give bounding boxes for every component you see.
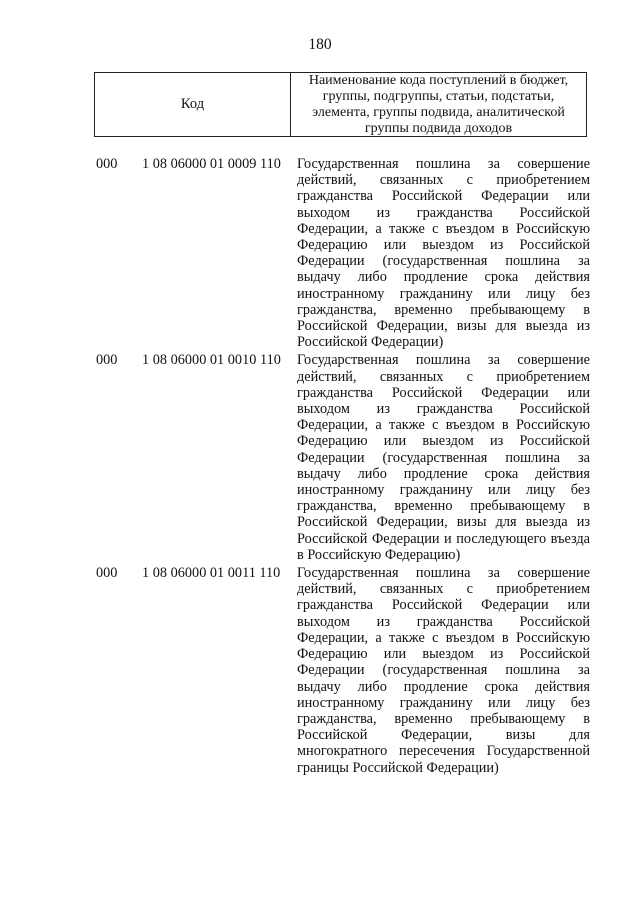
header-name-cell: Наименование кода поступлений в бюджет, группы, подгруппы, статьи, подстатьи, элемента, группы подвида, аналитической группы подвида доходов <box>308 72 569 136</box>
admin-code: 000 <box>96 565 118 582</box>
code-description: Государственная пошлина за совершение действий, связанных с приобретением гражданства Российской Федерации или выходом из гражданства Российской Федерации, а также с въездом в Российскую Федерацию или выездом из Российской Федерации (государственная пошлина за выдачу либо продление срока действия иностранному гражданину или лицу без гражданства, временно пребывающему в Российской Федерации, визы для выезда из Российской Федерации и последующего въезда в Российскую Федерацию) <box>297 352 590 563</box>
table-row <box>96 565 590 776</box>
budget-code: 1 08 06000 01 0011 110 <box>142 565 281 582</box>
code-description: Государственная пошлина за совершение действий, связанных с приобретением гражданства Российской Федерации или выходом из гражданства Российской Федерации, а также с въездом в Российскую Федерацию или выездом из Российской Федерации (государственная пошлина за выдачу либо продление срока действия иностранному гражданину или лицу без гражданства, временно пребывающему в Российской Федерации, визы для многократного пересечения Государственной границы Российской Федерации) <box>297 565 590 776</box>
admin-code: 000 <box>96 352 118 369</box>
code-list <box>96 156 590 778</box>
budget-code: 1 08 06000 01 0010 110 <box>142 352 281 369</box>
table-header <box>94 72 587 137</box>
header-code-cell: Код <box>95 73 291 136</box>
code-description: Государственная пошлина за совершение действий, связанных с приобретением гражданства Российской Федерации или выходом из гражданства Российской Федерации, а также с въездом в Российскую Федерацию или выездом из Российской Федерации (государственная пошлина за выдачу либо продление срока действия иностранному гражданину или лицу без гражданства, временно пребывающему в Российской Федерации, визы для выезда из Российской Федерации) <box>297 156 590 351</box>
table-row <box>96 156 590 350</box>
budget-code: 1 08 06000 01 0009 110 <box>142 156 281 172</box>
table-row <box>96 352 590 563</box>
admin-code: 000 <box>96 156 118 172</box>
page-number: 180 <box>308 36 332 53</box>
